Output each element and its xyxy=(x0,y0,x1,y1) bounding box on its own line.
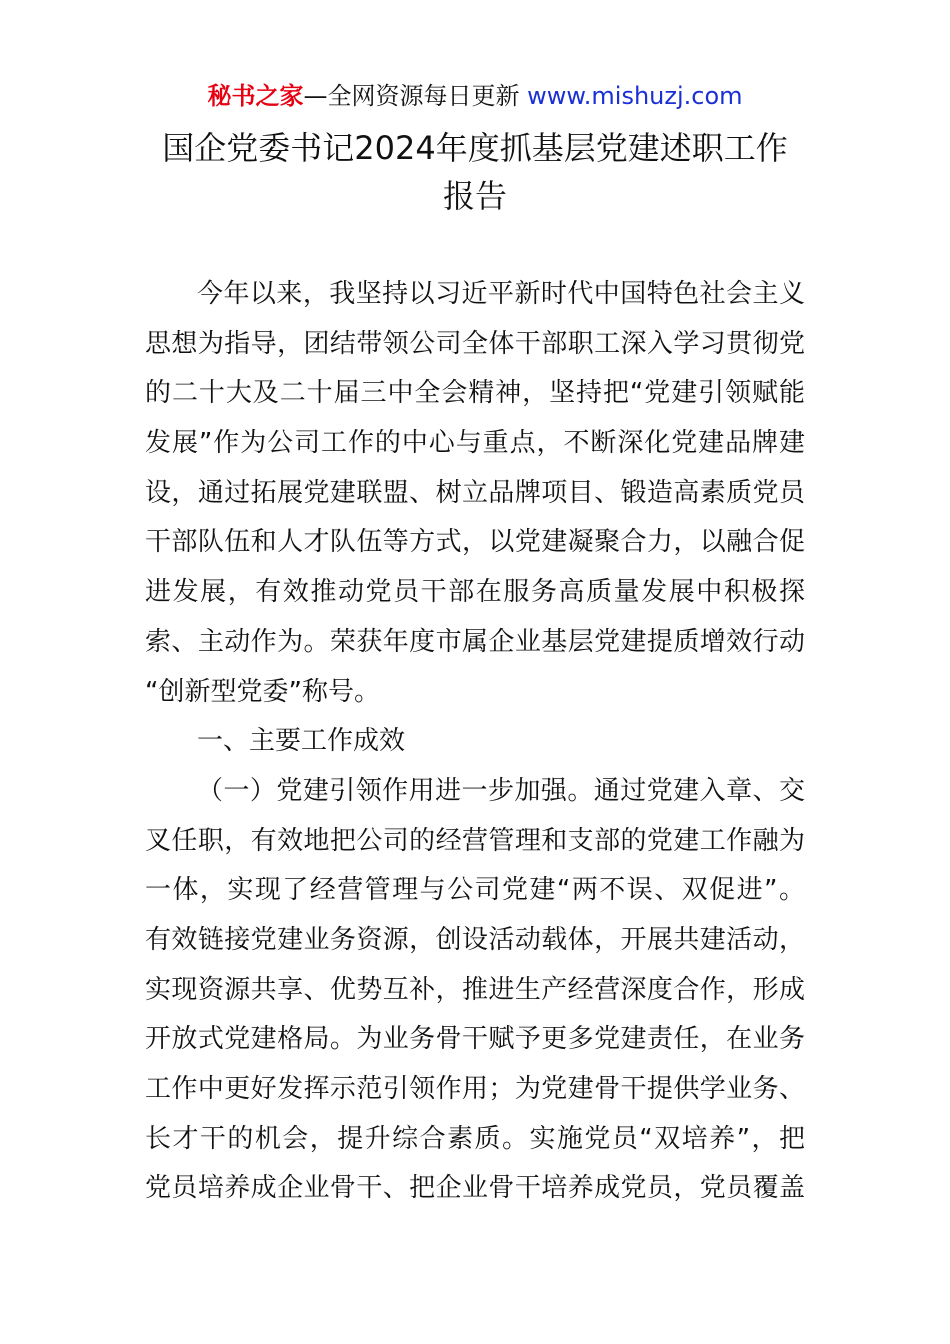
section-heading: 一、主要工作成效 xyxy=(197,726,406,757)
paragraph-line: “创新型党委”称号。 xyxy=(145,676,380,707)
paragraph-line: 干部队伍和人才队伍等方式，以党建凝聚合力，以融合促 xyxy=(145,527,805,558)
site-url-link[interactable]: www.mishuzj.com xyxy=(527,82,743,110)
paragraph-line: 有效链接党建业务资源，创设活动载体，开展共建活动， xyxy=(145,924,805,955)
paragraph-line: 叉任职，有效地把公司的经营管理和支部的党建工作融为 xyxy=(145,825,805,856)
paragraph-line: 发展”作为公司工作的中心与重点，不断深化党建品牌建 xyxy=(145,428,805,459)
paragraph-line: 一体，实现了经营管理与公司党建“两不误、双促进”。 xyxy=(145,875,805,906)
site-tagline: —全网资源每日更新 xyxy=(303,82,528,110)
paragraph-line: 工作中更好发挥示范引领作用；为党建骨干提供学业务、 xyxy=(145,1074,805,1104)
paragraph-intro xyxy=(145,270,805,717)
site-name: 秘书之家 xyxy=(207,82,304,110)
paragraph-line: 设，通过拓展党建联盟、树立品牌项目、锻造高素质党员 xyxy=(145,477,805,508)
paragraph-line: 开放式党建格局。为业务骨干赋予更多党建责任，在业务 xyxy=(145,1024,805,1055)
document-body xyxy=(145,270,805,1214)
paragraph-line: 思想为指导，团结带领公司全体干部职工深入学习贯彻党 xyxy=(145,328,805,359)
paragraph-line: （一）党建引领作用进一步加强。通过党建入章、交 xyxy=(197,775,805,806)
paragraph-line: 实现资源共享、优势互补，推进生产经营深度合作，形成 xyxy=(145,974,805,1005)
paragraph-line: 长才干的机会，提升综合素质。实施党员“双培养”，把 xyxy=(145,1123,805,1154)
paragraph-line: 的二十大及二十届三中全会精神，坚持把“党建引领赋能 xyxy=(145,378,805,409)
document-title xyxy=(100,124,850,220)
site-header xyxy=(0,78,950,114)
paragraph-line: 进发展，有效推动党员干部在服务高质量发展中积极探 xyxy=(145,577,805,608)
paragraph-line: 索、主动作为。荣获年度市属企业基层党建提质增效行动 xyxy=(145,626,805,657)
paragraph-line: 党员培养成企业骨干、把企业骨干培养成党员，党员覆盖 xyxy=(145,1173,805,1204)
document-title-line-2: 报告 xyxy=(442,177,507,215)
paragraph-line: 今年以来，我坚持以习近平新时代中国特色社会主义 xyxy=(197,279,805,309)
document-title-line-1: 国企党委书记2024年度抓基层党建述职工作 xyxy=(162,129,788,167)
paragraph-section-1-1 xyxy=(145,767,805,1214)
